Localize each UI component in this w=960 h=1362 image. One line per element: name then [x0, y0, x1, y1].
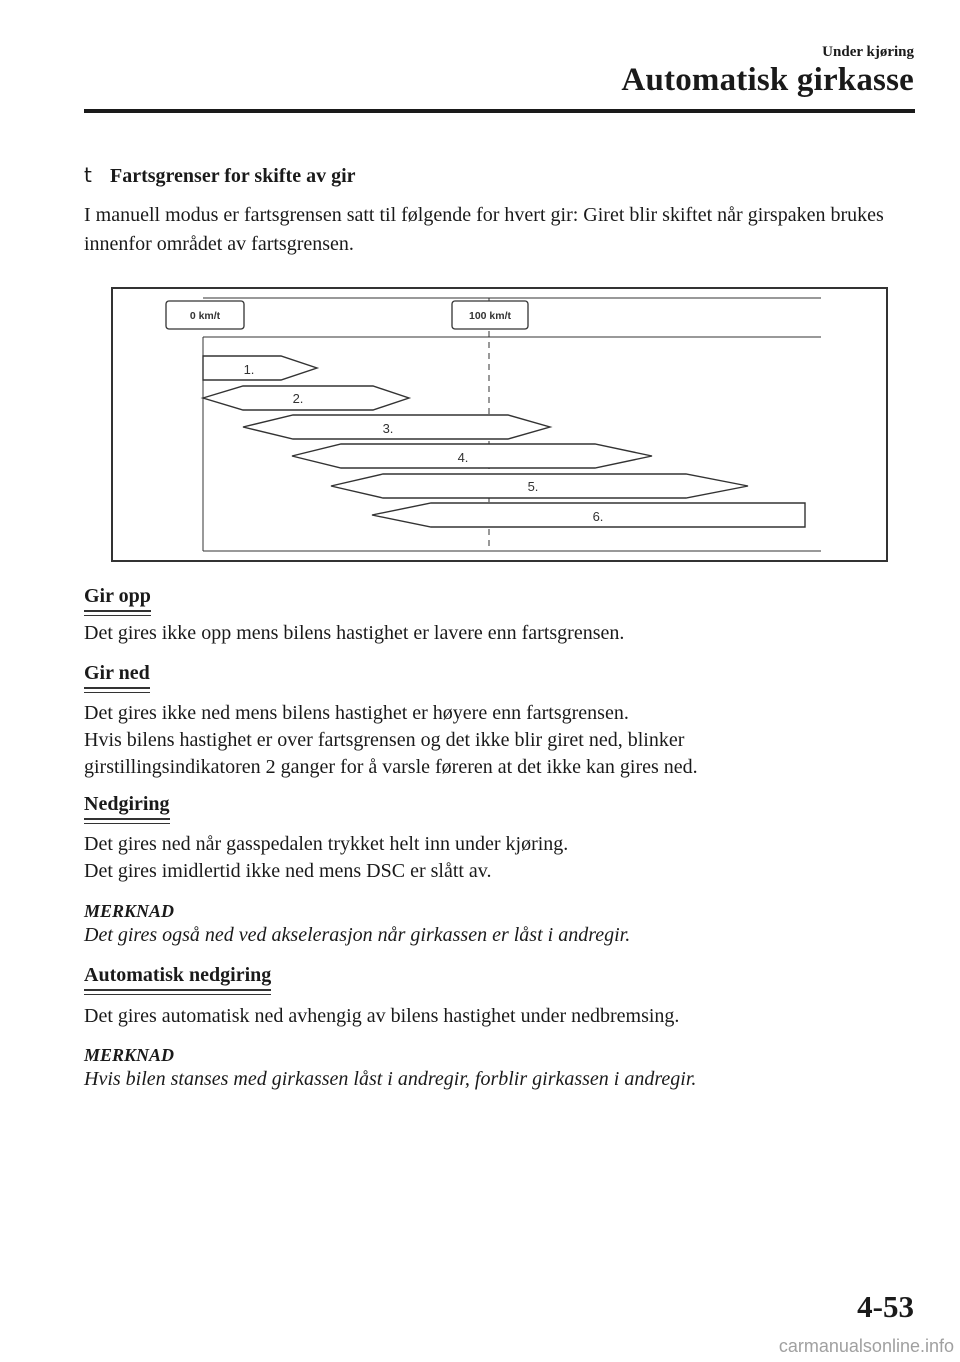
gear-bar-6	[372, 503, 805, 527]
section-paragraph: Det gires ikke opp mens bilens hastighet er lavere enn fartsgrensen.	[84, 622, 625, 644]
gear-label-2: 2.	[292, 391, 304, 406]
running-header-section: Under kjøring	[822, 44, 914, 60]
speed-label-0: 0 km/t	[189, 310, 221, 322]
header-divider	[84, 109, 915, 113]
gear-label-3: 3.	[382, 421, 394, 436]
note-label: MERKNAD	[84, 1045, 175, 1065]
gear-label-4: 4.	[457, 450, 469, 465]
section-paragraph: Det gires ned når gasspedalen trykket helt inn under kjøring.	[84, 833, 569, 855]
gear-bar-3	[243, 415, 550, 439]
section-paragraph: Det gires ikke ned mens bilens hastighet er høyere enn fartsgrensen.	[84, 702, 629, 724]
gear-bar-2	[203, 386, 409, 410]
gear-label-6: 6.	[592, 509, 604, 524]
gear-bar-1	[203, 356, 317, 380]
gear-speed-diagram-svg	[113, 289, 890, 564]
section-paragraph: Hvis bilens hastighet er over fartsgrensen og det ikke blir giret ned, blinker	[84, 729, 685, 751]
intro-paragraph: I manuell modus er fartsgrensen satt til følgende for hvert gir: Giret blir skiftet når girspaken brukes innenfor området av fartsgrensen.	[84, 204, 884, 255]
note-text: Hvis bilen stanses med girkassen låst i andregir, forblir girkassen i andregir.	[84, 1068, 697, 1090]
gear-speed-diagram	[111, 287, 888, 562]
gear-bar-4	[292, 444, 652, 468]
speed-label-100: 100 km/t	[468, 310, 512, 322]
subsection-title: Fartsgrenser for skifte av gir	[110, 165, 356, 187]
bullet-marker-icon: t	[84, 163, 92, 187]
watermark: carmanualsonline.info	[778, 1336, 954, 1356]
note-text: Det gires også ned ved akselerasjon når girkassen er låst i andregir.	[84, 924, 631, 946]
section-paragraph: Det gires automatisk ned avhengig av bilens hastighet under nedbremsing.	[84, 1005, 680, 1027]
section-paragraph: Det gires imidlertid ikke ned mens DSC er slått av.	[84, 860, 492, 882]
subsection-heading	[84, 163, 356, 188]
section-heading-gir-opp: Gir opp	[84, 585, 151, 612]
section-heading-nedgiring: Nedgiring	[84, 793, 170, 820]
gear-bar-5	[331, 474, 748, 498]
note-label: MERKNAD	[84, 901, 175, 921]
section-paragraph: girstillingsindikatoren 2 ganger for å varsle føreren at det ikke kan gires ned.	[84, 756, 698, 778]
page-number: 4-53	[857, 1289, 914, 1324]
gear-label-5: 5.	[527, 479, 539, 494]
page-title: Automatisk girkasse	[621, 62, 914, 98]
section-heading-gir-ned: Gir ned	[84, 662, 150, 689]
section-heading-automatisk-nedgiring: Automatisk nedgiring	[84, 964, 271, 991]
gear-label-1: 1.	[243, 362, 255, 377]
